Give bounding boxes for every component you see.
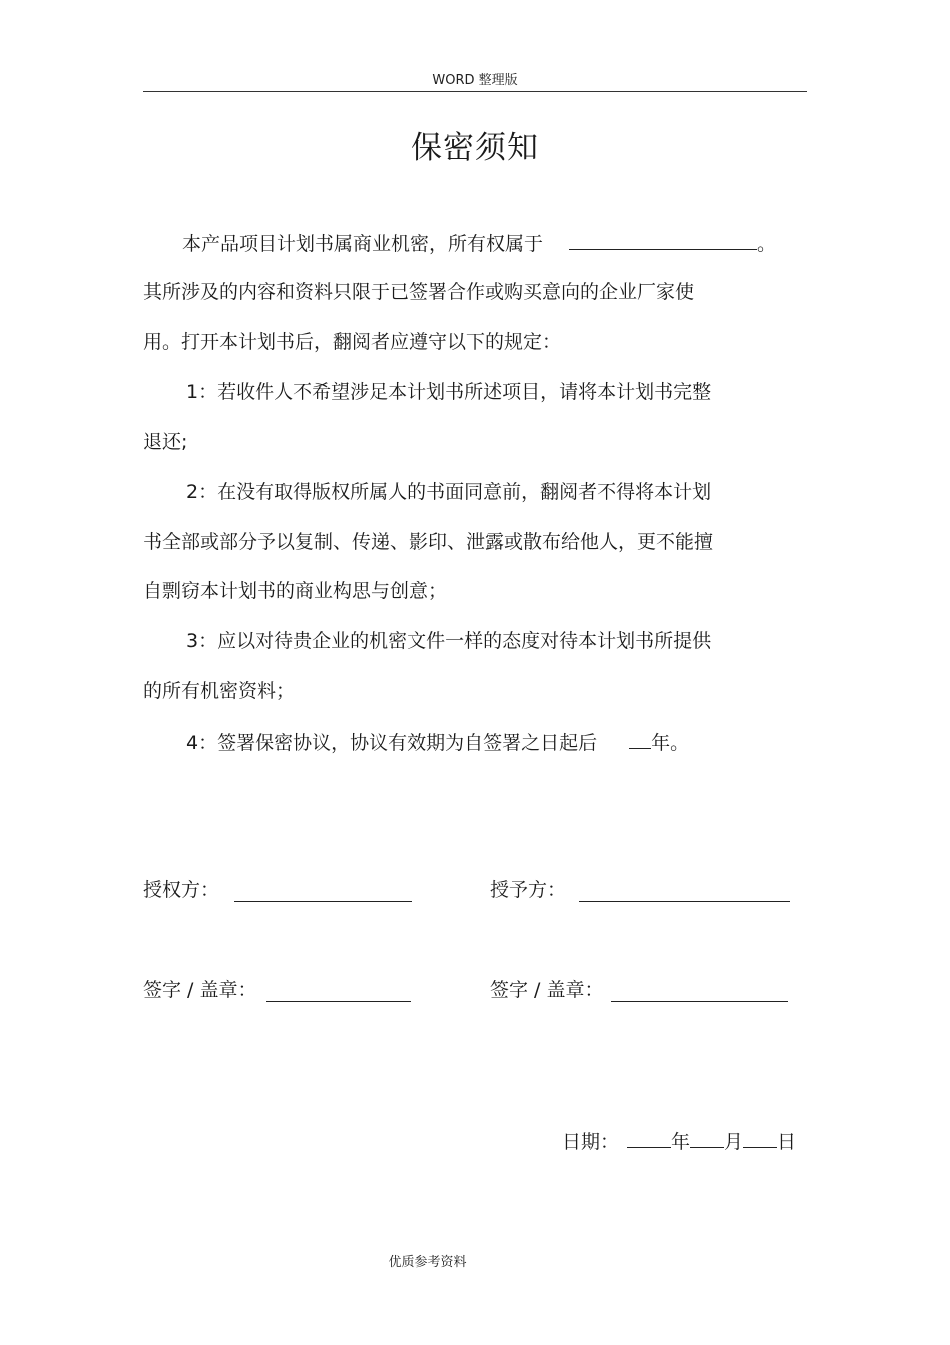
- date-month-blank: [690, 1127, 724, 1148]
- sign-seal-label-left: 签字 / 盖章：: [143, 979, 257, 1001]
- sign-seal-blank-left: [266, 1001, 411, 1002]
- date-label: 日期：: [562, 1131, 620, 1153]
- rule-2-line-1: 2：在没有取得版权所属人的书面同意前，翻阅者不得将本计划: [186, 481, 712, 503]
- intro-line-2: 其所涉及的内容和资料只限于已签署合作或购买意向的企业厂家使: [143, 281, 695, 303]
- rule-4-year-suffix: 年。: [651, 732, 690, 754]
- page-header: WORD 整理版: [432, 73, 518, 88]
- rule-3-line-2: 的所有机密资料；: [143, 680, 296, 702]
- rule-1-line-1: 1：若收件人不希望涉足本计划书所述项目，请将本计划书完整: [186, 381, 712, 403]
- date-day-unit: 日: [777, 1131, 797, 1153]
- owner-blank: [569, 229, 757, 250]
- rule-3-line-1: 3：应以对待贵企业的机密文件一样的态度对待本计划书所提供: [186, 630, 712, 652]
- date-year-unit: 年: [671, 1131, 691, 1153]
- header-divider: [143, 91, 807, 92]
- date-year-blank: [627, 1127, 671, 1148]
- intro-text-1: 本产品项目计划书属商业机密，所有权属于: [182, 233, 544, 255]
- grantee-blank: [579, 901, 790, 902]
- date-month-unit: 月: [724, 1131, 744, 1153]
- grantee-label: 授予方：: [490, 879, 567, 901]
- rule-4-line: [186, 728, 689, 756]
- intro-line-3: 用。打开本计划书后，翻阅者应遵守以下的规定：: [143, 331, 562, 353]
- intro-line-1: [182, 229, 776, 257]
- validity-years-blank: [629, 728, 651, 749]
- grantor-blank: [234, 901, 412, 902]
- sign-seal-label-right: 签字 / 盖章：: [490, 979, 604, 1001]
- sign-seal-blank-right: [611, 1001, 788, 1002]
- grantor-label: 授权方：: [143, 879, 220, 901]
- intro-period: 。: [757, 233, 777, 255]
- page-footer: 优质参考资料: [388, 1255, 467, 1270]
- document-title: 保密须知: [411, 130, 539, 166]
- date-line: [562, 1127, 796, 1155]
- rule-2-line-3: 自剽窃本计划书的商业构思与创意；: [143, 580, 448, 602]
- rule-1-line-2: 退还;: [143, 431, 188, 453]
- date-day-blank: [743, 1127, 777, 1148]
- rule-2-line-2: 书全部或部分予以复制、传递、影印、泄露或散布给他人，更不能擅: [143, 531, 714, 553]
- rule-4-text: 4：签署保密协议，协议有效期为自签署之日起后: [186, 732, 598, 754]
